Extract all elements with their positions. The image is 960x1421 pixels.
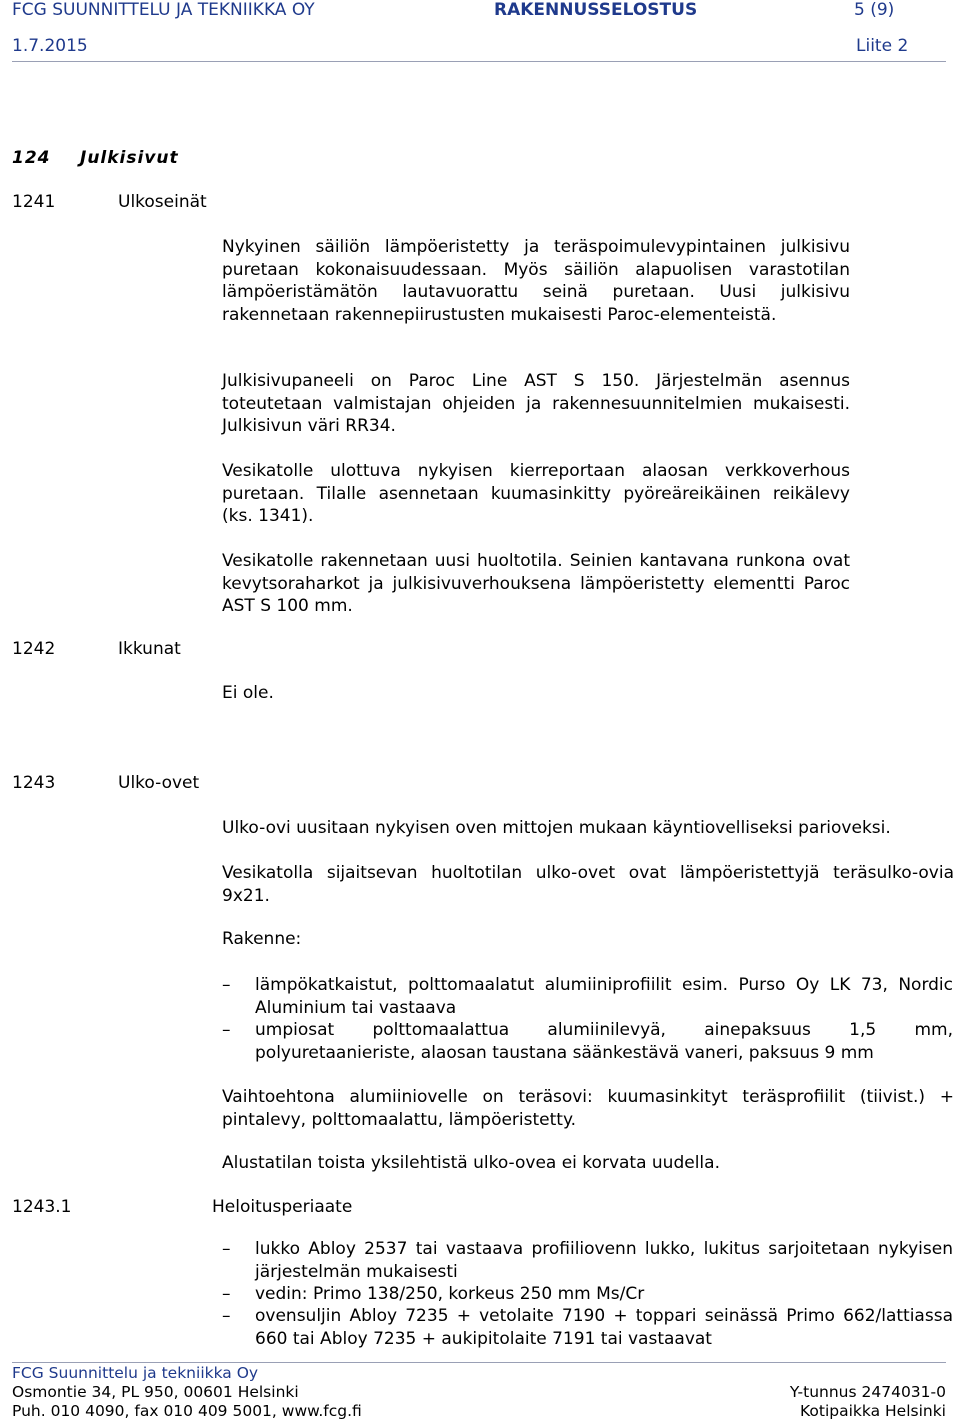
footer-domicile: Kotipaikka Helsinki	[800, 1402, 946, 1420]
dash-bullet-icon: –	[222, 1284, 231, 1304]
section-1242-number: 1242	[12, 639, 56, 659]
dash-bullet-icon: –	[222, 1239, 231, 1259]
section-1243-number: 1243	[12, 773, 56, 793]
footer-contact: Puh. 010 4090, fax 010 409 5001, www.fcg.fi	[12, 1402, 362, 1420]
structure-label: Rakenne:	[222, 929, 302, 949]
list-item-text: lämpökatkaistut, polttomaalatut alumiiniprofiilit esim. Purso Oy LK 73, Nordic Aluminium tai vastaava	[255, 975, 953, 1018]
header-divider	[12, 61, 946, 62]
section-1242-title: Ikkunat	[118, 639, 181, 659]
footer-divider	[12, 1362, 946, 1363]
section-1243-paragraph: Vaihtoehtona alumiiniovelle on teräsovi: kuumasinkityt teräsprofiilit (tiivist.) + pintalevy, polttomaalattu, lämpöeristetty.	[222, 1087, 954, 1130]
section-1243-paragraph: Vesikatolla sijaitsevan huoltotilan ulko-ovet ovat lämpöeristettyjä teräsulko-ovia 9x21.	[222, 863, 954, 906]
section-1243-1-number: 1243.1	[12, 1197, 72, 1217]
footer-address: Osmontie 34, PL 950, 00601 Helsinki	[12, 1383, 299, 1401]
section-1243-paragraph: Alustatilan toista yksilehtistä ulko-ovea ei korvata uudella.	[222, 1153, 720, 1173]
header-date: 1.7.2015	[12, 36, 88, 56]
section-1241-title: Ulkoseinät	[118, 192, 207, 212]
section-1243-paragraph: Ulko-ovi uusitaan nykyisen oven mittojen mukaan käyntiovelliseksi parioveksi.	[222, 818, 891, 838]
dash-bullet-icon: –	[222, 1306, 231, 1326]
section-1241-paragraph: Vesikatolle rakennetaan uusi huoltotila. Seinien kantavana runkona ovat kevytsoraharkot ja julkisivuverhouksena lämpöeristetty elementti Paroc AST S 100 mm.	[222, 551, 850, 616]
list-item-text: ovensuljin Abloy 7235 + vetolaite 7190 + toppari seinässä Primo 662/lattiassa 660 tai Abloy 7235 + aukipitolaite 7191 tai vastaavat	[255, 1306, 953, 1349]
section-124-title: Julkisivut	[80, 148, 179, 168]
dash-bullet-icon: –	[222, 1020, 231, 1040]
header-company: FCG SUUNNITTELU JA TEKNIIKKA OY	[12, 0, 315, 20]
header-attachment: Liite 2	[856, 36, 909, 56]
section-124-number: 124	[12, 148, 51, 168]
section-1241-paragraph: Vesikatolle ulottuva nykyisen kierreportaan alaosan verkkoverhous puretaan. Tilalle asennetaan kuumasinkitty pyöreäreikäinen reikälevy (ks. 1341).	[222, 461, 850, 526]
dash-bullet-icon: –	[222, 975, 231, 995]
header-page-number: 5 (9)	[854, 0, 895, 20]
footer-business-id: Y-tunnus 2474031-0	[789, 1383, 946, 1401]
header-doc-title: RAKENNUSSELOSTUS	[494, 0, 698, 20]
list-item-text: umpiosat polttomaalattua alumiinilevyä, ainepaksuus 1,5 mm, polyuretaanieriste, alaosan taustana säänkestävä vaneri, paksuus 9 mm	[255, 1020, 953, 1063]
section-1243-1-title: Heloitusperiaate	[212, 1197, 353, 1217]
section-1241-paragraph: Julkisivupaneeli on Paroc Line AST S 150. Järjestelmän asennus toteutetaan valmistajan ohjeiden ja rakennesuunnitelmien mukaisesti. Julkisivun väri RR34.	[222, 371, 850, 436]
list-item-text: lukko Abloy 2537 tai vastaava profiiliovenn lukko, lukitus sarjoitetaan nykyisen järjestelmän mukaisesti	[255, 1239, 953, 1282]
section-1241-paragraph: Nykyinen säiliön lämpöeristetty ja teräspoimulevypintainen julkisivu puretaan kokonaisuudessaan. Myös säiliön alapuolisen varastotilan lämpöeristämätön lautavuorattu seinä puretaan. Uusi julkisivu rakennetaan rakennepiirustusten mukaisesti Paroc-elementeistä.	[222, 237, 850, 325]
section-1243-title: Ulko-ovet	[118, 773, 200, 793]
section-1242-text: Ei ole.	[222, 683, 274, 703]
footer-company: FCG Suunnittelu ja tekniikka Oy	[12, 1364, 259, 1382]
section-1241-number: 1241	[12, 192, 56, 212]
list-item-text: vedin: Primo 138/250, korkeus 250 mm Ms/Cr	[255, 1284, 645, 1304]
